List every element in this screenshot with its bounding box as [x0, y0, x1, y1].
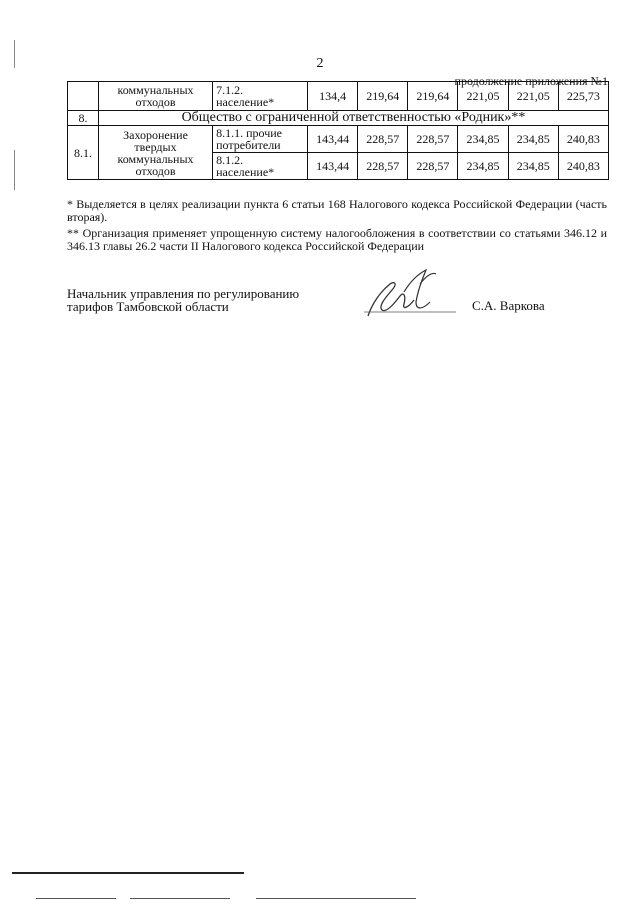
service-type: Захоронение твердых коммунальных отходов — [98, 126, 212, 180]
bottom-scan-line — [12, 872, 244, 874]
row-number — [68, 82, 99, 111]
bottom-scan-mark — [130, 898, 230, 899]
tariff-value: 219,64 — [358, 82, 408, 111]
tariff-value: 221,05 — [458, 82, 508, 111]
signer-position-line: Начальник управления по регулированию — [67, 286, 300, 301]
footnote-vat: * Выделяется в целях реализации пункта 6 статьи 168 Налогового кодекса Российской Федерации (часть вторая). — [67, 197, 607, 224]
signer-name: С.А. Варкова — [472, 298, 545, 313]
organization-name: Общество с ограниченной ответственностью «Родник»** — [98, 111, 608, 126]
consumer-group: 7.1.2. население* — [213, 82, 308, 111]
tariff-value: 234,85 — [458, 126, 508, 153]
signer-position — [67, 287, 299, 313]
row-number: 8. — [68, 111, 99, 126]
bottom-scan-mark — [256, 898, 416, 899]
consumer-group: 8.1.2. население* — [213, 153, 308, 180]
tariff-value: 134,4 — [308, 82, 358, 111]
tariff-value: 143,44 — [308, 153, 358, 180]
tariff-value: 219,64 — [408, 82, 458, 111]
table-row — [68, 82, 609, 111]
tariff-value: 228,57 — [358, 153, 408, 180]
org-header-row — [68, 111, 609, 126]
tariff-value: 228,57 — [408, 153, 458, 180]
tariff-value: 234,85 — [508, 153, 558, 180]
tariff-value: 234,85 — [508, 126, 558, 153]
tariff-value: 143,44 — [308, 126, 358, 153]
footnote-tax-system: ** Организация применяет упрощенную систему налогообложения в соответствии со статьями 346.12 и 346.13 главы 26.2 части II Налогового кодекса Российской Федерации — [67, 226, 607, 253]
row-number: 8.1. — [68, 126, 99, 180]
handwritten-signature — [360, 266, 470, 326]
tariff-value: 234,85 — [458, 153, 508, 180]
tariff-value: 225,73 — [558, 82, 608, 111]
continuation-label: продолжение приложения №1 — [454, 74, 608, 88]
footnotes — [67, 198, 607, 256]
signer-position-line: тарифов Тамбовской области — [67, 299, 229, 314]
bottom-scan-mark — [36, 898, 116, 899]
tariff-value: 228,57 — [358, 126, 408, 153]
tariff-value: 240,83 — [558, 153, 608, 180]
scan-edge-mark — [14, 150, 15, 190]
consumer-group: 8.1.1. прочие потребители — [213, 126, 308, 153]
tariff-value: 228,57 — [408, 126, 458, 153]
service-type: коммунальных отходов — [98, 82, 212, 111]
page-number: 2 — [316, 56, 324, 71]
tariff-table — [67, 81, 609, 180]
tariff-value: 240,83 — [558, 126, 608, 153]
tariff-value: 221,05 — [508, 82, 558, 111]
table-row — [68, 126, 609, 153]
